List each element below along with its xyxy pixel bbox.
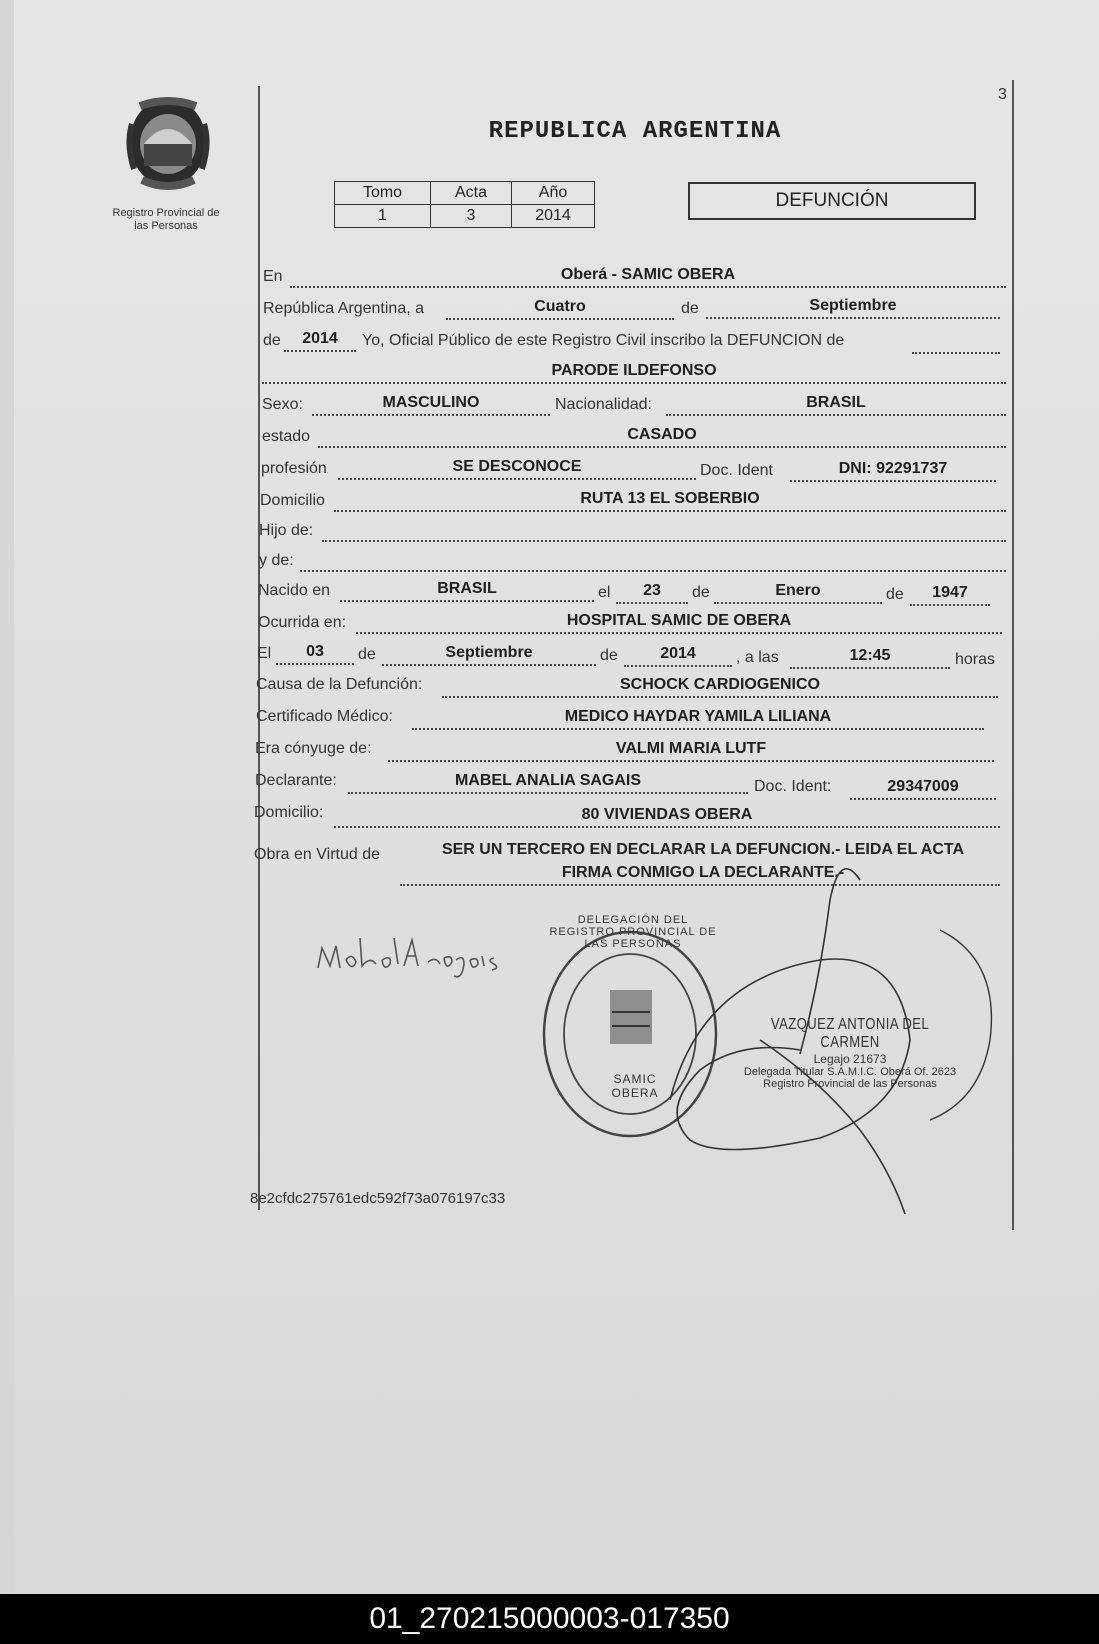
seal-text: DELEGACIÓN DEL REGISTRO PROVINCIAL DE LAS PERSONAS bbox=[549, 914, 717, 950]
field-mes: Septiembre bbox=[706, 297, 1000, 319]
field-declarante-domicilio: 80 VIVIENDAS OBERA bbox=[334, 806, 1000, 828]
registry-header-acta: Acta bbox=[431, 182, 512, 205]
label-conyuge: Era cónyuge de: bbox=[255, 740, 372, 757]
field-dia: Cuatro bbox=[446, 298, 674, 320]
field-def-hora: 12:45 bbox=[790, 647, 950, 669]
field-anio: 2014 bbox=[284, 330, 356, 352]
field-def-anio: 2014 bbox=[624, 645, 732, 667]
label-yo: Yo, Oficial Público de este Registro Civil inscribo la DEFUNCION de bbox=[362, 332, 845, 349]
field-ocurrida-en: HOSPITAL SAMIC DE OBERA bbox=[356, 612, 1002, 634]
label-horas: horas bbox=[955, 651, 996, 668]
registry-value-tomo: 1 bbox=[335, 205, 431, 228]
label-doc-ident-2: Doc. Ident: bbox=[754, 778, 832, 795]
label-declarante: Declarante: bbox=[255, 772, 337, 789]
label-domicilio: Domicilio bbox=[260, 492, 325, 509]
label-domicilio-2: Domicilio: bbox=[254, 804, 324, 821]
field-lugar: Oberá - SAMIC OBERA bbox=[290, 266, 1006, 288]
label-y-de: y de: bbox=[259, 552, 294, 569]
field-obra-line2: FIRMA CONMIGO LA DECLARANTE.- bbox=[561, 864, 845, 881]
label-de-3: de bbox=[692, 584, 710, 601]
registry-value-anio: 2014 bbox=[512, 205, 595, 228]
label-republica: República Argentina, a bbox=[263, 300, 424, 317]
label-el-1: el bbox=[598, 584, 611, 601]
label-a-las: , a las bbox=[736, 649, 779, 666]
label-de-4: de bbox=[886, 586, 904, 603]
field-def-mes: Septiembre bbox=[382, 644, 596, 666]
field-nac-dia: 23 bbox=[616, 582, 688, 604]
field-profesion: SE DESCONOCE bbox=[338, 458, 696, 480]
label-obra: Obra en Virtud de bbox=[254, 846, 381, 863]
field-causa: SCHOCK CARDIOGENICO bbox=[442, 676, 998, 698]
label-de-6: de bbox=[600, 647, 618, 664]
officer-title: Delegada Titular S.A.M.I.C. Oberá Of. 2623 bbox=[743, 1066, 957, 1078]
label-estado: estado bbox=[262, 428, 311, 445]
registry-value-acta: 3 bbox=[431, 205, 512, 228]
field-declarante: MABEL ANALIA SAGAIS bbox=[348, 772, 748, 794]
officer-name: VAZQUEZ ANTONIA DEL CARMEN bbox=[770, 1016, 930, 1051]
field-nac-anio: 1947 bbox=[910, 584, 990, 606]
field-nacionalidad: BRASIL bbox=[666, 394, 1006, 416]
field-conyuge: VALMI MARIA LUTF bbox=[388, 740, 994, 762]
registry-header-anio: Año bbox=[512, 182, 595, 205]
field-nac-mes: Enero bbox=[714, 582, 882, 604]
logo-caption-line1: Registro Provincial de bbox=[112, 207, 220, 219]
label-profesion: profesión bbox=[261, 460, 327, 477]
label-nacionalidad: Nacionalidad: bbox=[555, 396, 652, 413]
logo-caption-line2: las Personas bbox=[134, 220, 198, 232]
scan-id-footer: 01_270215000003-017350 bbox=[0, 1594, 1099, 1644]
label-nacido-en: Nacido en bbox=[258, 582, 331, 599]
field-domicilio: RUTA 13 EL SOBERBIO bbox=[334, 490, 1006, 512]
label-ocurrida-en: Ocurrida en: bbox=[258, 614, 347, 631]
field-def-dia: 03 bbox=[276, 643, 354, 665]
document-type-box: DEFUNCIÓN bbox=[688, 182, 976, 220]
field-estado: CASADO bbox=[318, 426, 1006, 448]
field-obra-line1: SER UN TERCERO EN DECLARAR LA DEFUNCION.- LEIDA EL ACTA bbox=[441, 841, 965, 858]
label-el-2: El bbox=[257, 645, 272, 662]
field-declarante-doc: 29347009 bbox=[850, 778, 996, 800]
document-hash: 8e2cfdc275761edc592f73a076197c33 bbox=[250, 1190, 506, 1207]
page-number: 3 bbox=[998, 86, 1007, 103]
field-sexo: MASCULINO bbox=[312, 394, 550, 416]
officer-legajo: Legajo 21673 bbox=[813, 1052, 887, 1066]
officer-stamp bbox=[720, 1016, 980, 1090]
label-sexo: Sexo: bbox=[262, 396, 303, 413]
seal-bottom-text: SAMIC OBERA bbox=[611, 1072, 659, 1100]
label-hijo-de: Hijo de: bbox=[259, 522, 314, 539]
label-certificado: Certificado Médico: bbox=[256, 708, 393, 725]
label-en: En bbox=[263, 268, 283, 285]
officer-registry: Registro Provincial de las Personas bbox=[763, 1078, 937, 1090]
document-title: REPUBLICA ARGENTINA bbox=[488, 118, 782, 145]
label-de-2: de bbox=[263, 332, 281, 349]
delegation-seal bbox=[544, 932, 716, 1136]
label-de-5: de bbox=[358, 646, 376, 663]
field-doc-ident: DNI: 92291737 bbox=[790, 460, 996, 482]
field-certificado: MEDICO HAYDAR YAMILA LILIANA bbox=[412, 708, 984, 730]
label-de-1: de bbox=[681, 300, 699, 317]
label-causa: Causa de la Defunción: bbox=[256, 676, 423, 693]
field-nacido-en: BRASIL bbox=[340, 580, 594, 602]
registry-header-tomo: Tomo bbox=[335, 182, 431, 205]
label-doc-ident: Doc. Ident bbox=[700, 462, 773, 479]
field-nombre: PARODE ILDEFONSO bbox=[262, 362, 1006, 384]
